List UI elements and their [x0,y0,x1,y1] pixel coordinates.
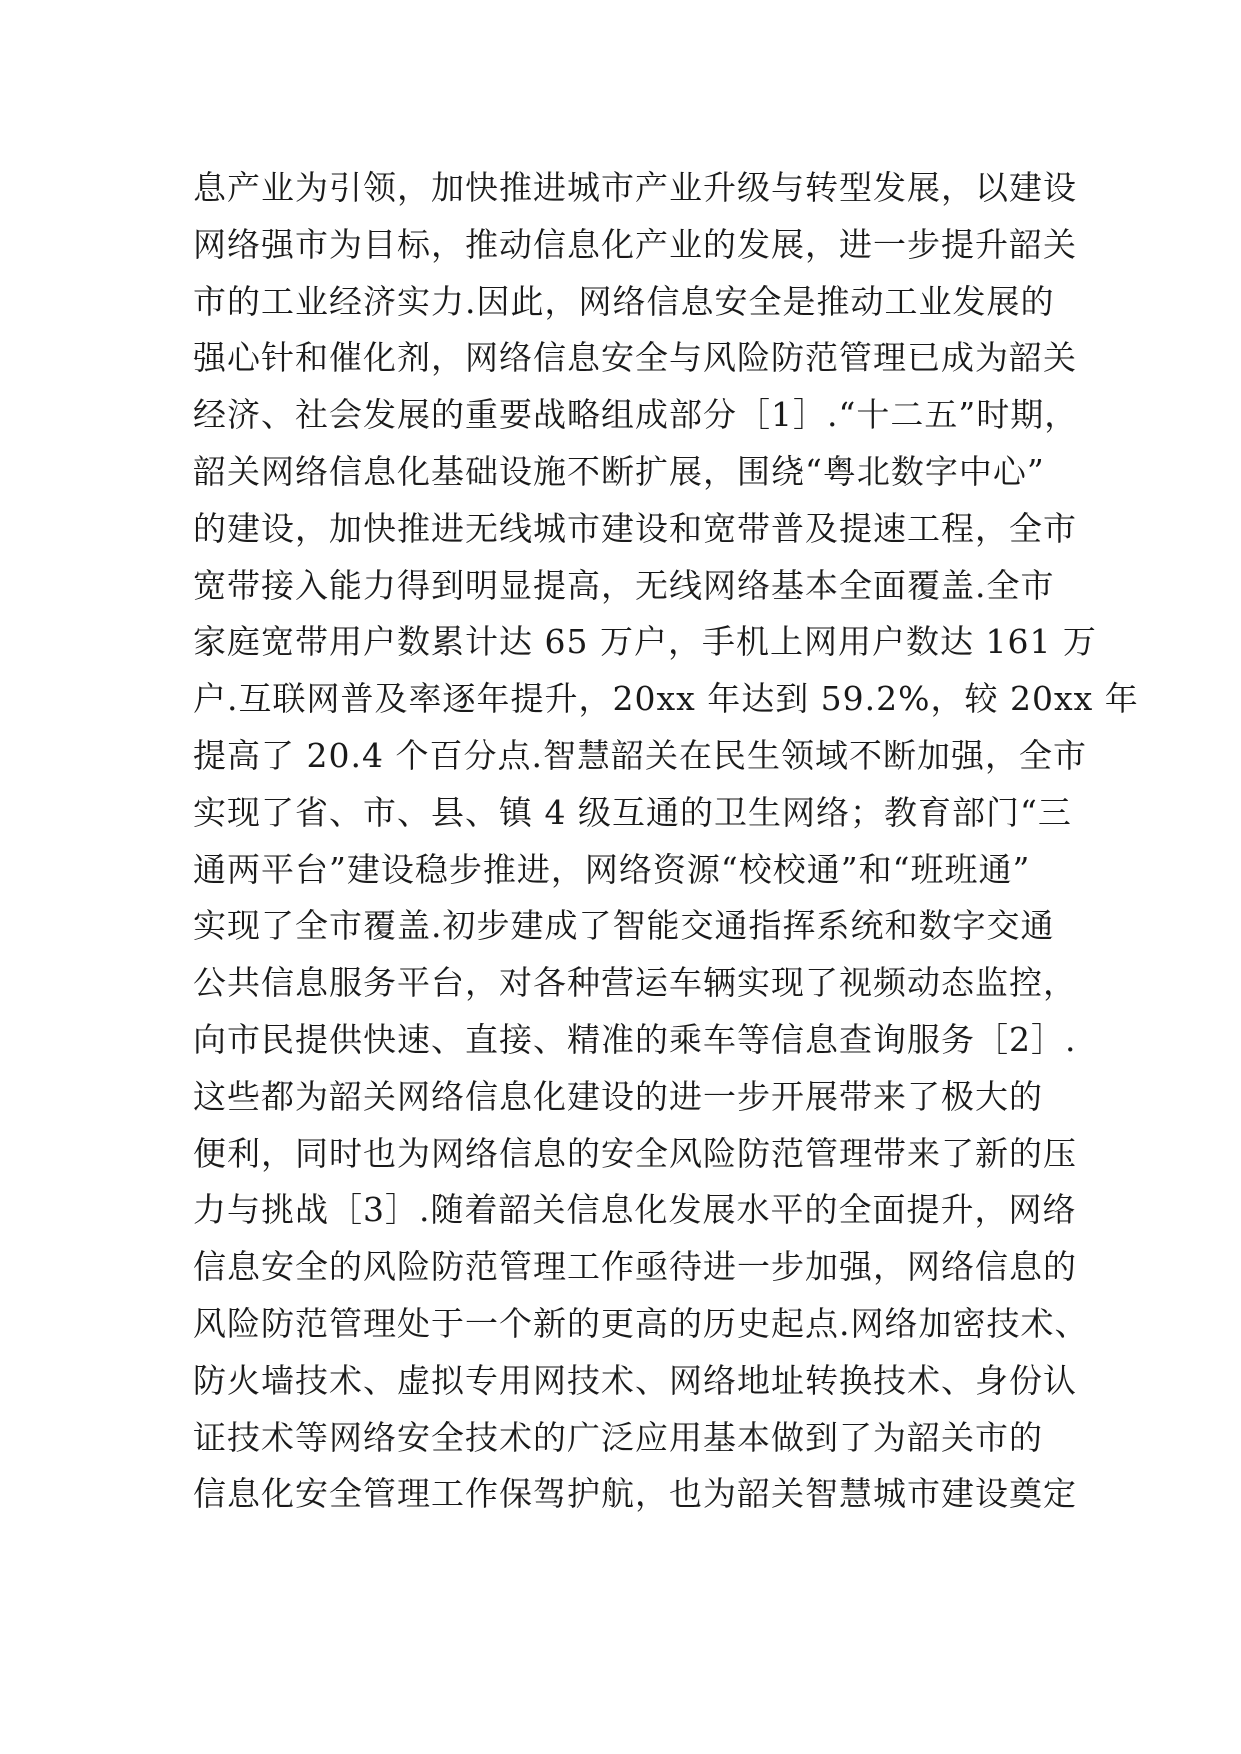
text-line-16: 向市民提供快速、直接、精准的乘车等信息查询服务［2］. [193,1019,1077,1059]
text-line-1: 息产业为引领，加快推进城市产业升级与转型发展，以建设 [193,168,1077,207]
text-line-10: 户.互联网普及率逐年提升，20xx 年达到 59.2%，较 20xx 年 [193,679,1139,719]
text-line-8: 宽带接入能力得到明显提高，无线网络基本全面覆盖.全市 [193,565,1055,605]
text-line-4: 强心针和催化剂，网络信息安全与风险防范管理已成为韶关 [193,338,1077,378]
text-line-24: 信息化安全管理工作保驾护航，也为韶关智慧城市建设奠定 [193,1474,1077,1514]
text-line-6: 韶关网络信息化基础设施不断扩展，围绕“粤北数字中心” [193,451,1045,491]
text-line-15: 公共信息服务平台，对各种营运车辆实现了视频动态监控， [193,963,1077,1003]
text-line-9: 家庭宽带用户数累计达 65 万户，手机上网用户数达 161 万 [193,622,1097,662]
text-line-12: 实现了省、市、县、镇 4 级互通的卫生网络；教育部门“三 [193,792,1072,832]
text-line-7: 的建设，加快推进无线城市建设和宽带普及提速工程，全市 [193,508,1077,548]
text-line-3: 市的工业经济实力.因此，网络信息安全是推动工业发展的 [193,281,1055,321]
text-line-11: 提高了 20.4 个百分点.智慧韶关在民生领域不断加强，全市 [193,735,1087,775]
text-line-23: 证技术等网络安全技术的广泛应用基本做到了为韶关市的 [193,1417,1043,1457]
text-line-5: 经济、社会发展的重要战略组成部分［1］.“十二五”时期， [193,395,1079,435]
text-line-14: 实现了全市覆盖.初步建成了智能交通指挥系统和数字交通 [193,906,1055,946]
text-line-17: 这些都为韶关网络信息化建设的进一步开展带来了极大的 [193,1076,1043,1116]
text-line-2: 网络强市为目标，推动信息化产业的发展，进一步提升韶关 [193,224,1077,264]
text-line-19: 力与挑战［3］.随着韶关信息化发展水平的全面提升，网络 [193,1190,1077,1230]
text-line-13: 通两平台”建设稳步推进，网络资源“校校通”和“班班通” [193,849,1031,889]
text-line-18: 便利，同时也为网络信息的安全风险防范管理带来了新的压 [193,1133,1077,1173]
text-line-21: 风险防范管理处于一个新的更高的历史起点.网络加密技术、 [193,1303,1089,1343]
text-line-22: 防火墙技术、虚拟专用网技术、网络地址转换技术、身份认 [193,1360,1077,1400]
text-line-20: 信息安全的风险防范管理工作亟待进一步加强，网络信息的 [193,1247,1077,1287]
body-paragraph [193,160,1139,1523]
